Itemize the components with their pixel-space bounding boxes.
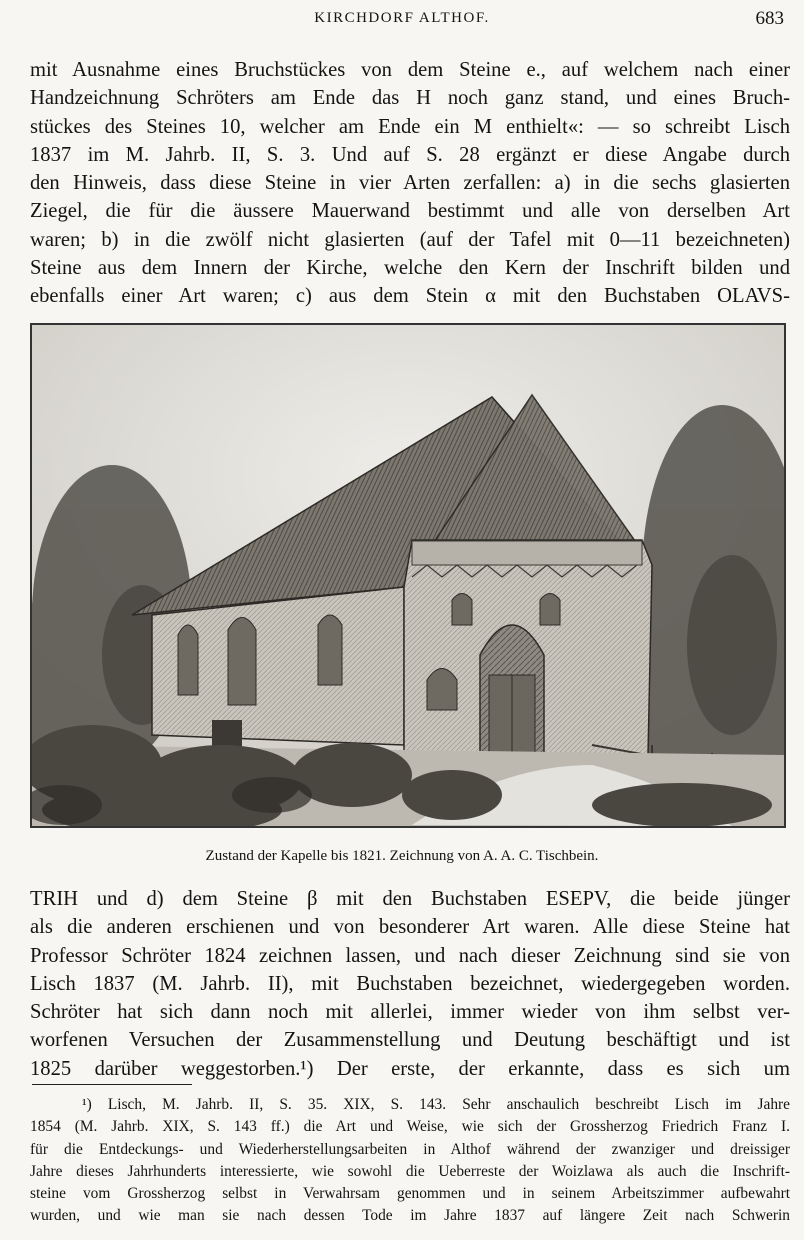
running-head: KIRCHDORF ALTHOF. <box>314 10 490 26</box>
text-line: als die anderen erschienen und von besonderer Art waren. Alle diese Steine hat <box>30 916 790 939</box>
text-line: TRIH und d) dem Steine β mit den Buchstaben ESEPV, die beide jünger <box>30 888 790 910</box>
body-text-top <box>30 56 790 311</box>
chapel-drawing <box>32 325 784 826</box>
text-line: Steine aus dem Innern der Kirche, welche den Kern der Inschrift bilden und <box>30 257 790 280</box>
text-line: Schröter hat sich dann noch mit allerlei, immer wieder von ihm selbst ver- <box>30 1001 790 1024</box>
text-line: waren; b) in die zwölf nicht glasierten (auf der Tafel mit 0—11 bezeichneten) <box>30 228 790 251</box>
text-line: 1837 im M. Jahrb. II, S. 3. Und auf S. 28 ergänzt er diese Angabe durch <box>30 143 790 166</box>
text-line: den Hinweis, dass diese Steine in vier Arten zerfallen: a) in die sechs glasierten <box>30 172 790 195</box>
text-line: Lisch 1837 (M. Jahrb. II), mit Buchstaben bezeichnet, wiedergegeben worden. <box>30 972 790 995</box>
figure-caption: Zustand der Kapelle bis 1821. Zeichnung von A. A. C. Tischbein. <box>205 848 599 864</box>
body-text-bottom <box>30 885 790 1083</box>
footnotes <box>30 1094 790 1228</box>
text-line: ebenfalls einer Art waren; c) aus dem Stein α mit den Buchstaben OLAVS- <box>30 285 790 308</box>
footnote-rule <box>32 1084 192 1085</box>
page-header <box>0 8 804 34</box>
chapel-engraving <box>30 323 786 828</box>
page-number: 683 <box>755 8 784 29</box>
footnote-line: 1854 (M. Jahrb. XIX, S. 143 ff.) die Art und Weise, wie sich der Grossherzog Friedrich Franz I. <box>30 1118 790 1136</box>
text-line: Handzeichnung Schröters am Ende das H noch ganz stand, und eines Bruch- <box>30 87 790 110</box>
text-line: 1825 darüber weggestorben.¹) Der erste, der erkannte, dass es sich um <box>30 1057 790 1080</box>
footnote-line: steine vom Grossherzog selbst in Verwahrsam genommen und in seinem Arbeitszimmer aufbewahrt <box>30 1185 790 1203</box>
footnote-line: ¹) Lisch, M. Jahrb. II, S. 35. XIX, S. 143. Sehr anschaulich beschreibt Lisch im Jahre <box>82 1096 790 1113</box>
text-line: stückes des Steines 10, welcher am Ende ein M enthielt«: — so schreibt Lisch <box>30 115 790 138</box>
text-line: Ziegel, die für die äussere Mauerwand bestimmt und alle von derselben Art <box>30 200 790 223</box>
footnote-line: für die Entdeckungs- und Wiederherstellungsarbeiten in Althof während der zwanziger und dreissiger <box>30 1140 790 1158</box>
text-line: worfenen Versuchen der Zusammenstellung und Deutung beschäftigt und ist <box>30 1029 790 1052</box>
text-line: Professor Schröter 1824 zeichnen lassen, und nach dieser Zeichnung sind sie von <box>30 944 790 967</box>
text-line: mit Ausnahme eines Bruchstückes von dem Steine e., auf welchem nach einer <box>30 59 790 81</box>
footnote-line: wurden, und wie man sie nach dessen Tode im Jahre 1837 auf längere Zeit nach Schwerin <box>30 1207 790 1225</box>
footnote-line: Jahre dieses Jahrhunderts interessierte, wie sowohl die Ueberreste der Woizlawa als auch die Inschrift- <box>30 1162 790 1180</box>
